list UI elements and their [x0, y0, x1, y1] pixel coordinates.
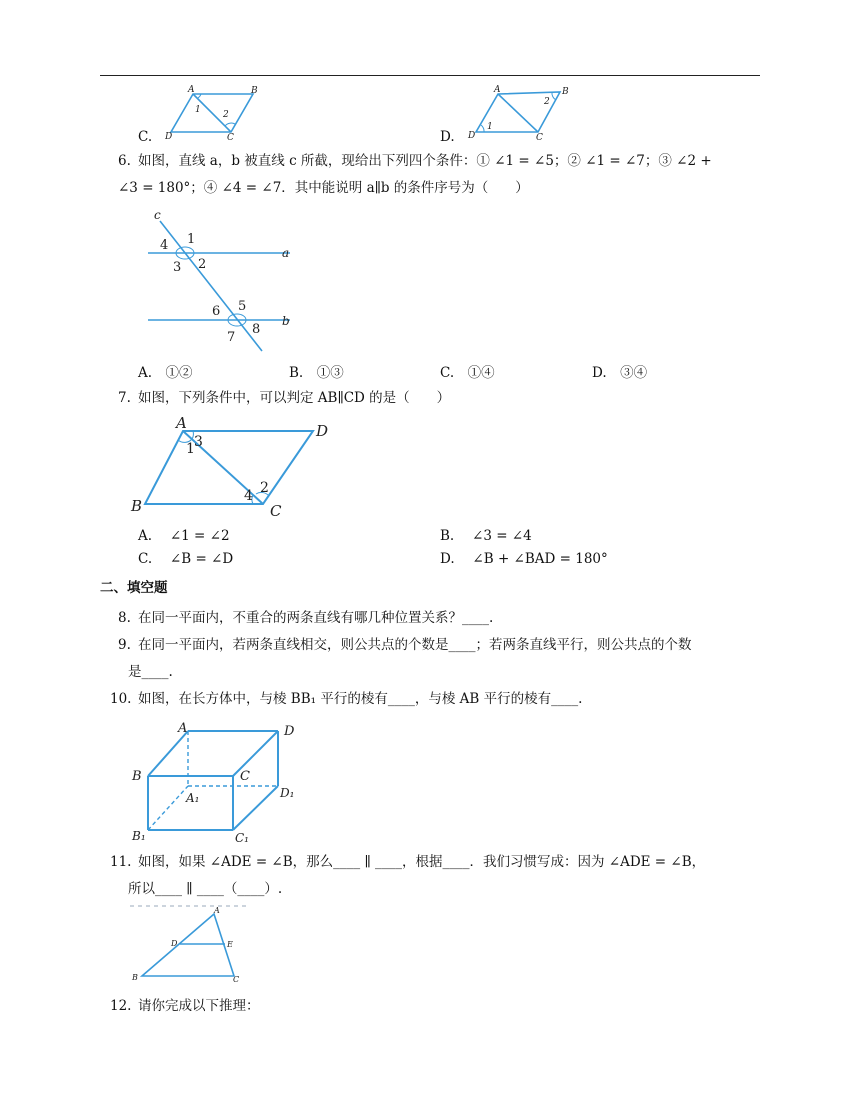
q6-number: 6. [118, 153, 131, 169]
q8-number: 8. [118, 610, 131, 626]
q7-label-3: 3 [194, 434, 203, 450]
q5-option-d-figure [466, 84, 576, 142]
q5d-label-b: B [562, 87, 569, 97]
q5c-label-2: 2 [223, 110, 229, 120]
q5c-label-b: B [251, 86, 258, 96]
q5-option-c-figure [165, 84, 265, 142]
q6-label-b: b [282, 314, 290, 328]
section-heading-fill-in: 二、填空题 [100, 580, 168, 596]
q11-label-b: B [132, 973, 138, 982]
q5-option-d-label: D. [440, 129, 455, 145]
q6-label-6: 6 [212, 304, 221, 319]
q5d-label-c: C [536, 133, 543, 142]
q9-number: 9. [118, 637, 131, 653]
q7-label-1: 1 [186, 441, 195, 457]
q10-label-c: C [240, 769, 250, 784]
q6-label-7: 7 [227, 330, 236, 345]
q7-option-b: B. ∠3 = ∠4 [440, 528, 532, 544]
q5c-label-1: 1 [195, 105, 201, 115]
q10-label-d1: D₁ [280, 786, 295, 800]
q10-number: 10. [110, 691, 132, 707]
q12-number: 12. [110, 998, 132, 1014]
q5c-label-c: C [227, 133, 234, 142]
q7-option-c: C. ∠B = ∠D [138, 551, 234, 567]
q10-label-b: B [132, 769, 142, 784]
q11-triangle-figure [128, 904, 258, 988]
top-rule [100, 75, 760, 76]
q7-label-c: C [270, 502, 282, 520]
q6-label-5: 5 [238, 299, 247, 314]
q7-number: 7. [118, 390, 131, 406]
q10-label-a1: A₁ [186, 791, 200, 805]
q8-text: 在同一平面内，不重合的两条直线有哪几种位置关系？____. [138, 610, 494, 626]
q6-label-3: 3 [173, 260, 182, 275]
q5d-label-1: 1 [487, 122, 493, 132]
q6-text-line1: 如图，直线 a，b 被直线 c 所截，现给出下列四个条件：① ∠1 = ∠5；② ∠1 = ∠7；③ ∠2 + [138, 153, 712, 169]
q6-option-c: C. ①④ [440, 365, 495, 381]
q6-label-c: c [154, 208, 161, 222]
q6-option-d: D. ③④ [592, 365, 648, 381]
q7-option-a: A. ∠1 = ∠2 [138, 528, 230, 544]
q10-label-b1: B₁ [132, 829, 146, 843]
q6-label-a: a [282, 246, 290, 260]
q11-label-a: A [214, 906, 220, 915]
q10-text: 如图，在长方体中，与棱 BB₁ 平行的棱有____，与棱 AB 平行的棱有____. [138, 691, 583, 707]
q5d-label-2: 2 [544, 97, 550, 107]
q7-figure [128, 414, 348, 524]
q6-text-line2: ∠3 = 180°；④ ∠4 = ∠7．其中能说明 a∥b 的条件序号为（ ） [118, 180, 529, 196]
q7-label-2: 2 [260, 480, 269, 496]
q6-option-b: B. ①③ [289, 365, 344, 381]
q10-label-a: A [178, 721, 188, 736]
q7-label-d: D [316, 422, 329, 440]
q6-label-8: 8 [252, 322, 261, 337]
q6-figure [140, 205, 310, 355]
q5d-label-a: A [494, 85, 501, 95]
q11-number: 11. [110, 854, 132, 870]
q5c-label-d: D [165, 132, 173, 142]
q7-label-b: B [131, 497, 143, 515]
q6-option-a: A. ①② [138, 365, 193, 381]
q9-text-line2: 是____. [128, 664, 173, 680]
q7-text: 如图，下列条件中，可以判定 AB∥CD 的是（ ） [138, 390, 451, 406]
q6-label-2: 2 [198, 257, 207, 272]
q11-text-line1: 如图，如果 ∠ADE = ∠B，那么____ ∥ ____，根据____．我们习惯写成：因为 ∠ADE = ∠B， [138, 854, 706, 870]
q6-label-4: 4 [160, 238, 169, 253]
q12-text: 请你完成以下推理： [138, 998, 260, 1014]
q5d-label-d: D [468, 131, 476, 141]
q9-text-line1: 在同一平面内，若两条直线相交，则公共点的个数是____；若两条直线平行，则公共点的个数 [138, 637, 692, 653]
q5-option-c-label: C. [138, 129, 153, 145]
q11-label-c: C [233, 975, 240, 984]
q7-option-d: D. ∠B + ∠BAD = 180° [440, 551, 608, 567]
q7-label-4: 4 [244, 488, 253, 504]
q5c-label-a: A [188, 85, 195, 95]
q6-label-1: 1 [187, 232, 196, 247]
q10-label-d: D [284, 724, 295, 739]
q10-label-c1: C₁ [235, 831, 249, 845]
q7-label-a: A [176, 414, 187, 432]
q11-text-line2: 所以____ ∥ ____（____）. [128, 881, 283, 897]
q11-label-d: D [171, 939, 178, 948]
q11-label-e: E [227, 940, 233, 949]
q10-cuboid-figure [128, 718, 308, 848]
